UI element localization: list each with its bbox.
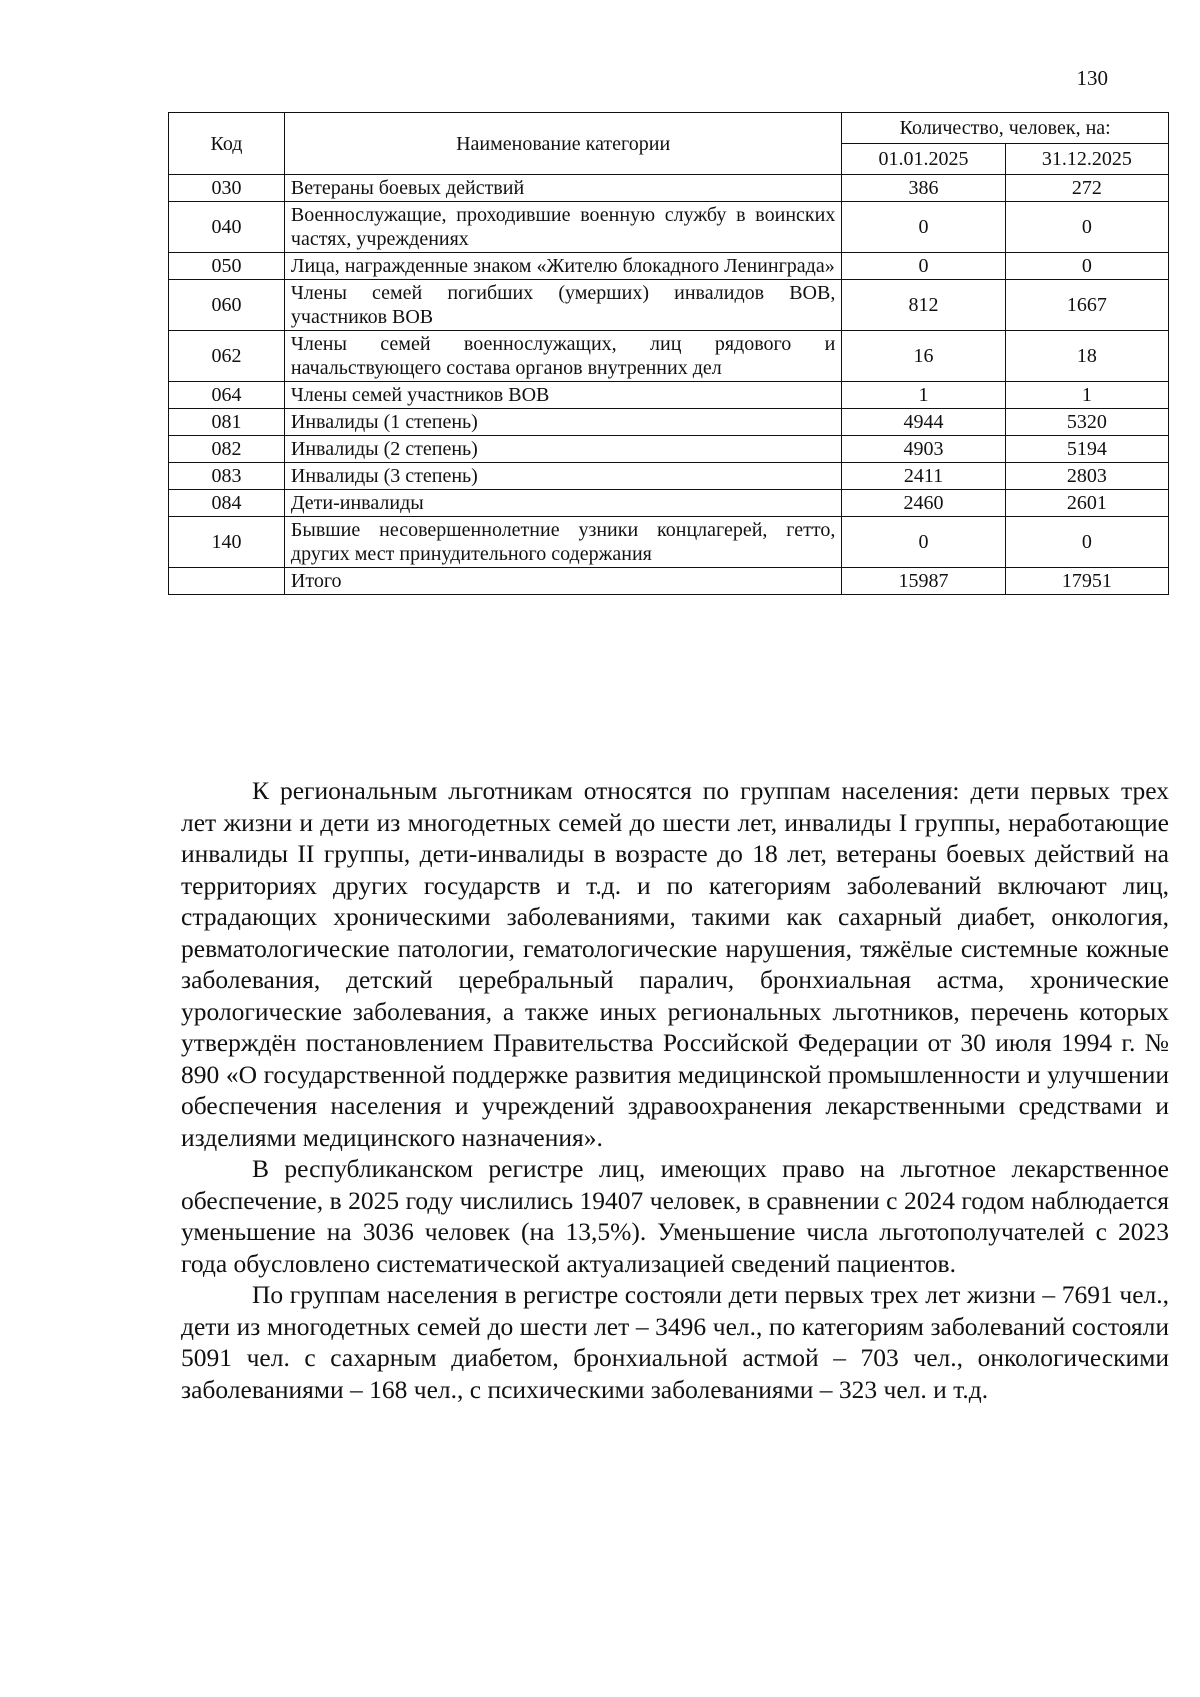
row-value-end: 2601 [1005, 490, 1168, 517]
paragraph: К региональным льготникам относятся по группам населения: дети первых трех лет жизни и дети из многодетных семей до шести лет, инвалиды I группы, неработающие инвалиды II группы, дети-инвалиды в возрасте до 18 лет, ветераны боевых действий на территориях других государств и т.д. и по категориям заболеваний включают лиц, страдающих хроническими заболеваниями, такими как сахарный диабет, онкология, ревматологические патологии, гематологические нарушения, тяжёлые системные кожные заболевания, детский церебральный паралич, бронхиальная астма, хронические урологические заболевания, а также иных региональных льготников, перечень которых утверждён постановлением Правительства Российской Федерации от 30 июля 1994 г. № 890 «О государственной поддержке развития медицинской промышленности и улучшении обеспечения населения и учреждений здравоохранения лекарственными средствами и изделиями медицинского назначения». [181, 776, 1169, 1152]
header-date-start: 01.01.2025 [842, 144, 1005, 175]
row-value-end: 0 [1005, 517, 1168, 568]
table-row [169, 280, 1169, 331]
header-date-end: 31.12.2025 [1005, 144, 1168, 175]
table-row [169, 463, 1169, 490]
row-category-name: Дети-инвалиды [284, 490, 841, 517]
header-code: Код [169, 113, 285, 175]
table-row [169, 568, 1169, 595]
table-header-row [169, 113, 1169, 144]
row-value-end: 1 [1005, 382, 1168, 409]
table-row [169, 175, 1169, 202]
row-value-start: 16 [842, 331, 1005, 382]
beneficiaries-table [168, 112, 1169, 595]
row-category-name: Инвалиды (3 степень) [284, 463, 841, 490]
row-code: 064 [169, 382, 285, 409]
row-value-start: 0 [842, 253, 1005, 280]
row-code [169, 568, 285, 595]
row-code: 030 [169, 175, 285, 202]
row-value-start: 0 [842, 202, 1005, 253]
row-code: 040 [169, 202, 285, 253]
row-category-name: Военнослужащие, проходившие военную службу в воинских частях, учреждениях [284, 202, 841, 253]
row-value-end: 17951 [1005, 568, 1168, 595]
row-category-name: Инвалиды (1 степень) [284, 409, 841, 436]
paragraph: По группам населения в регистре состояли дети первых трех лет жизни – 7691 чел., дети из многодетных семей до шести лет – 3496 чел., по категориям заболеваний состояли 5091 чел. с сахарным диабетом, бронхиальной астмой – 703 чел., онкологическими заболеваниями – 168 чел., с психическими заболеваниями – 323 чел. и т.д. [181, 1280, 1169, 1404]
row-value-start: 4903 [842, 436, 1005, 463]
row-value-end: 5320 [1005, 409, 1168, 436]
row-code: 140 [169, 517, 285, 568]
table-body [169, 175, 1169, 595]
row-value-end: 0 [1005, 202, 1168, 253]
row-category-name: Члены семей военнослужащих, лиц рядового и начальствующего состава органов внутренних дел [284, 331, 841, 382]
row-value-start: 2411 [842, 463, 1005, 490]
paragraph: В республиканском регистре лиц, имеющих право на льготное лекарственное обеспечение, в 2025 году числились 19407 человек, в сравнении с 2024 годом наблюдается уменьшение на 3036 человек (на 13,5%). Уменьшение числа льготополучателей с 2023 года обусловлено систематической актуализацией сведений пациентов. [181, 1154, 1169, 1278]
row-code: 083 [169, 463, 285, 490]
table-row [169, 517, 1169, 568]
row-code: 084 [169, 490, 285, 517]
row-value-end: 2803 [1005, 463, 1168, 490]
header-category-name: Наименование категории [284, 113, 841, 175]
table-row [169, 331, 1169, 382]
row-code: 062 [169, 331, 285, 382]
table-row [169, 382, 1169, 409]
row-value-start: 386 [842, 175, 1005, 202]
table-row [169, 409, 1169, 436]
row-code: 082 [169, 436, 285, 463]
row-category-name: Члены семей участников ВОВ [284, 382, 841, 409]
row-value-end: 1667 [1005, 280, 1168, 331]
row-category-name: Инвалиды (2 степень) [284, 436, 841, 463]
row-value-start: 15987 [842, 568, 1005, 595]
table-row [169, 436, 1169, 463]
row-category-name: Бывшие несовершеннолетние узники концлагерей, гетто, других мест принудительного содержания [284, 517, 841, 568]
row-value-start: 4944 [842, 409, 1005, 436]
row-code: 060 [169, 280, 285, 331]
row-category-name: Итого [284, 568, 841, 595]
row-value-start: 812 [842, 280, 1005, 331]
row-value-end: 18 [1005, 331, 1168, 382]
body-text [181, 775, 1169, 1405]
table-row [169, 253, 1169, 280]
row-value-start: 1 [842, 382, 1005, 409]
row-value-end: 0 [1005, 253, 1168, 280]
row-category-name: Члены семей погибших (умерших) инвалидов ВОВ, участников ВОВ [284, 280, 841, 331]
row-category-name: Ветераны боевых действий [284, 175, 841, 202]
page-number: 130 [1076, 66, 1108, 90]
header-quantity: Количество, человек, на: [842, 113, 1169, 144]
row-value-start: 0 [842, 517, 1005, 568]
row-category-name: Лица, награжденные знаком «Жителю блокадного Ленинграда» [284, 253, 841, 280]
row-code: 050 [169, 253, 285, 280]
table-row [169, 490, 1169, 517]
row-value-start: 2460 [842, 490, 1005, 517]
row-value-end: 5194 [1005, 436, 1168, 463]
table-row [169, 202, 1169, 253]
row-value-end: 272 [1005, 175, 1168, 202]
row-code: 081 [169, 409, 285, 436]
